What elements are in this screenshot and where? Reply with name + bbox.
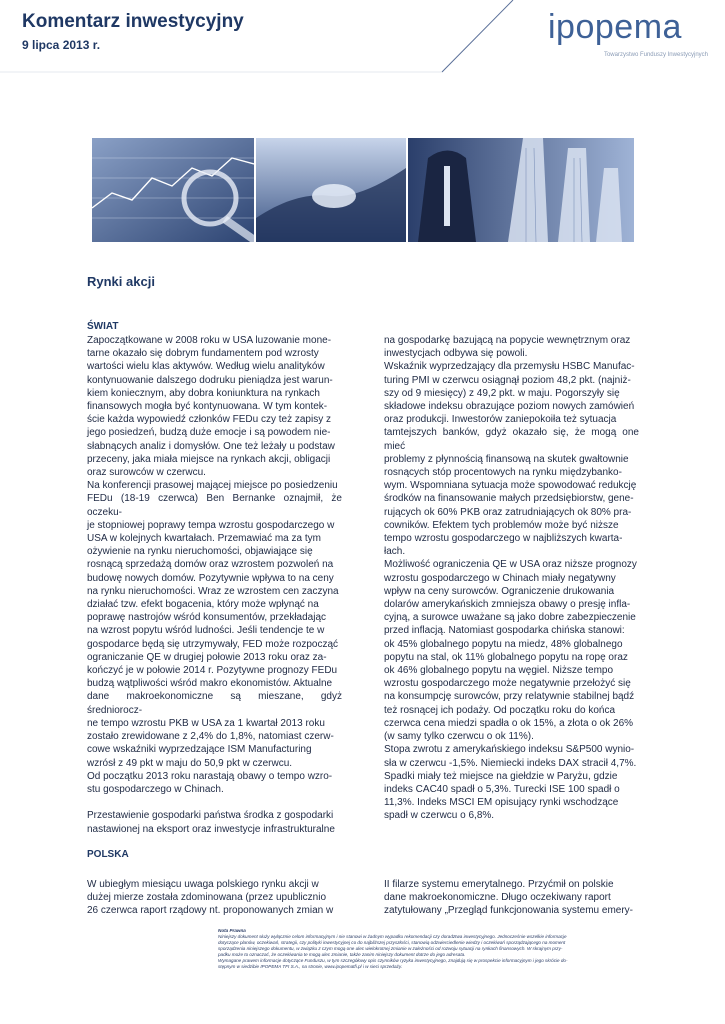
document-date: 9 lipca 2013 r. [22,38,101,52]
paragraph: W ubiegłym miesiącu uwaga polskiego rynku akcji w dużej mierze została zdominowana (przez upublicznio 26 czerwca raport rządowy nt. proponowanych zmian w [87,879,334,917]
polska-right-column [384,878,639,918]
paragraph: Przestawienie gospodarki państwa środka z gospodarki nastawionej na eksport oraz inwestycje infrastrukturalne [87,810,335,835]
legal-note-line: Wymagane prawem informacje dotyczące Funduszu, w tym szczegółowy opis czynników ryzyka inwestycyjnego, znajdują się w prospekcie informacyjnym i jego skrócie do- [218,958,568,963]
legal-note-line: padku może to oznaczać, że oczekiwania te mogą ulec zmianie, także zanim niniejszy dokument dotrze do jego adresata. [218,952,466,957]
banner-photo-handshake [256,138,406,242]
banner-photo-businessman-skyscrapers [408,138,634,242]
paragraph: Możliwość ograniczenia QE w USA oraz niższe prognozy wzrostu gospodarczego w Chinach miały negatywny wpływ na ceny surowców. Ograniczenie drukowania dolarów amerykańskich zmniejsza obawy o presję infla- cyjną, a surowce uważane są jako dobre zabezpieczenie przed inflacją. Natomiast gospodarka chińska stanowi: ok 45% globalnego popytu na miedz, 48% globalnego popytu na stal, ok 11% globalnego popytu na ropę oraz ok 46% globalnego popytu na węgiel. Niższe tempo wzrostu gospodarczego może negatywnie przełożyć się na konsumpcję surowców, przy relatywnie stabilnej bądź też rosnącej ich podaży. Od początku roku do końca czerwca cena miedzi spadła o ok 15%, a złota o ok 26% (w samy tylko czerwcu o ok 11%). [384,559,637,743]
legal-note-line: sporządzenia niniejszego dokumentu, w związku z czym mogą one ulec wielokrotnej zmianie w zależności od rozwoju sytuacji na rynkach finansowych. W skrajnym przy- [218,946,563,951]
ipopema-logo [548,10,708,58]
logo-wordmark [548,10,708,52]
banner-photos [92,138,634,242]
svg-text:ipopema: ipopema [548,10,682,46]
polska-left-column [87,878,342,918]
logo-tagline: Towarzystwo Funduszy Inwestycyjnych [603,52,708,58]
legal-note-line: dotyczące planów, oczekiwań, strategii, czy polityki inwestycyjnej co do najbliższej przyszłości, stanowią odzwierciedlenie wiedzy i oczekiwań sporządzającego na moment [218,940,566,945]
legal-note [218,928,642,970]
legal-note-line: stępnym w siedzibie IPOPEMA TFI S.A., na stronie, www.ipopematfi.pl i w sieci sprzedaży. [218,964,403,969]
subheading-swiat: ŚWIAT [87,321,119,332]
paragraph: Na konferencji prasowej mającej miejsce po posiedzeniu FEDu (18-19 czerwca) Ben Bernanke oznajmił, że oczeku- je stopniowej poprawy tempa wzrostu gospodarczego w USA w kolejnych kwartałach. Przemawiać ma za tym ożywienie na rynku nieruchomości, objawiające się rosnącą sprzedażą domów oraz wzrostem pozwoleń na budowę nowych domów. Pozytywnie wpływa to na ceny na rynku nieruchomości. Wraz ze wzrostem cen zaczyna działać tzw. efekt bogacenia, który może wpłynąć na poprawę nastrojów wśród konsumentów, przekładając na wzrost popytu wśród ludności. Jeśli tendencje te w gospodarce będą się utrzymywały, FED może rozpocząć ograniczanie QE w drugiej połowie 2013 roku oraz za- kończyć je w połowie 2014 r. Pozytywne prognozy FEDu budzą wątpliwości wśród makro ekonomistów. Aktualne dane makroekonomiczne są mieszane, gdyż średniorocz- ne tempo wzrostu PKB w USA za 1 kwartał 2013 roku zostało zrewidowane z 2,4% do 1,8%, natomiast czerw- cowe wskaźniki wyprzedzające ISM Manufacturing wzrósł z 49 pkt w maju do 50,9 pkt w czerwcu. [87,480,342,769]
paragraph-spacer [87,796,342,809]
paragraph: Od początku 2013 roku narastają obawy o tempo wzro- stu gospodarczego w Chinach. [87,770,333,795]
logo-wordmark-graphic [548,10,708,46]
legal-note-title: Nota Prawna [218,928,246,933]
paragraph: Zapoczątkowane w 2008 roku w USA luzowanie mone- tarne okazało się dobrym fundamentem pod wzrosty wartości wielu klas aktywów. Według wielu analityków kontynuowanie dalszego dodruku pieniądza jest warun- kiem koniecznym, aby dobra koniunktura na rynkach finansowych mogła być kontynuowana. W tym kontek- ście każda wypowiedź członków FEDu czy też zapisy z jego posiedzeń, budzą duże emocje i są powodem nie- słabnących analiz i domysłów. One też leżały u podstaw przeceny, jaka miała miejsce na rynkach akcji, obligacji oraz surowców w czerwcu. [87,335,335,479]
document-title: Komentarz inwestycyjny [22,11,244,32]
legal-note-line: Niniejszy dokument służy wyłącznie celom informacyjnym i nie stanowi w żadnym wypadku rekomendacji czy doradztwa inwestycyjnego. Jednocześnie wszelkie informacje [218,934,567,939]
section-title: Rynki akcji [87,274,155,289]
swiat-left-column [87,334,342,836]
banner-photo-financial-charts [92,138,254,242]
paragraph: Wskaźnik wyprzedzający dla przemysłu HSBC Manufac- turing PMI w czerwcu osiągnął poziom 48,2 pkt. (najniż- szy od 9 miesięcy) z 49,2 pkt. w maju. Pogorszyły się składowe indeksu obrazujące poziom nowych zamówień oraz produkcji. Inwestorów zaniepokoiła też sytuacja tamtejszych banków, gdyż okazało się, że mogą one mieć problemy z płynnością finansową na skutek gwałtownie rosnących stóp procentowych na rynku międzybanko- wym. Wspomniana sytuacja może spowodować redukcję środków na finansowanie małych przedsiębiorstw, gene- rujących ok 60% PKB oraz zatrudniających ok 80% pra- cowników. Efektem tych problemów może być niższe tempo wzrostu gospodarczego w najbliższych kwarta- łach. [384,361,639,558]
paragraph: na gospodarkę bazującą na popycie wewnętrznym oraz inwestycjach odbywa się powoli. [384,335,631,360]
subheading-polska: POLSKA [87,849,129,860]
paragraph: Stopa zwrotu z amerykańskiego indeksu S&P500 wynio- sła w czerwcu -1,5%. Niemiecki indeks DAX stracił 4,7%. Spadki miały też miejsce na giełdzie w Paryżu, gdzie indeks CAC40 spadł o 5,3%. Turecki ISE 100 spadł o 11,3%. Indeks MSCI EM opisujący rynki wschodzące spadł w czerwcu o 6,8%. [384,744,637,822]
paragraph: II filarze systemu emerytalnego. Przyćmił on polskie dane makroekonomiczne. Długo oczekiwany raport zatytułowany „Przegląd funkcjonowania systemu emery- [384,879,633,917]
swiat-right-column [384,334,639,823]
